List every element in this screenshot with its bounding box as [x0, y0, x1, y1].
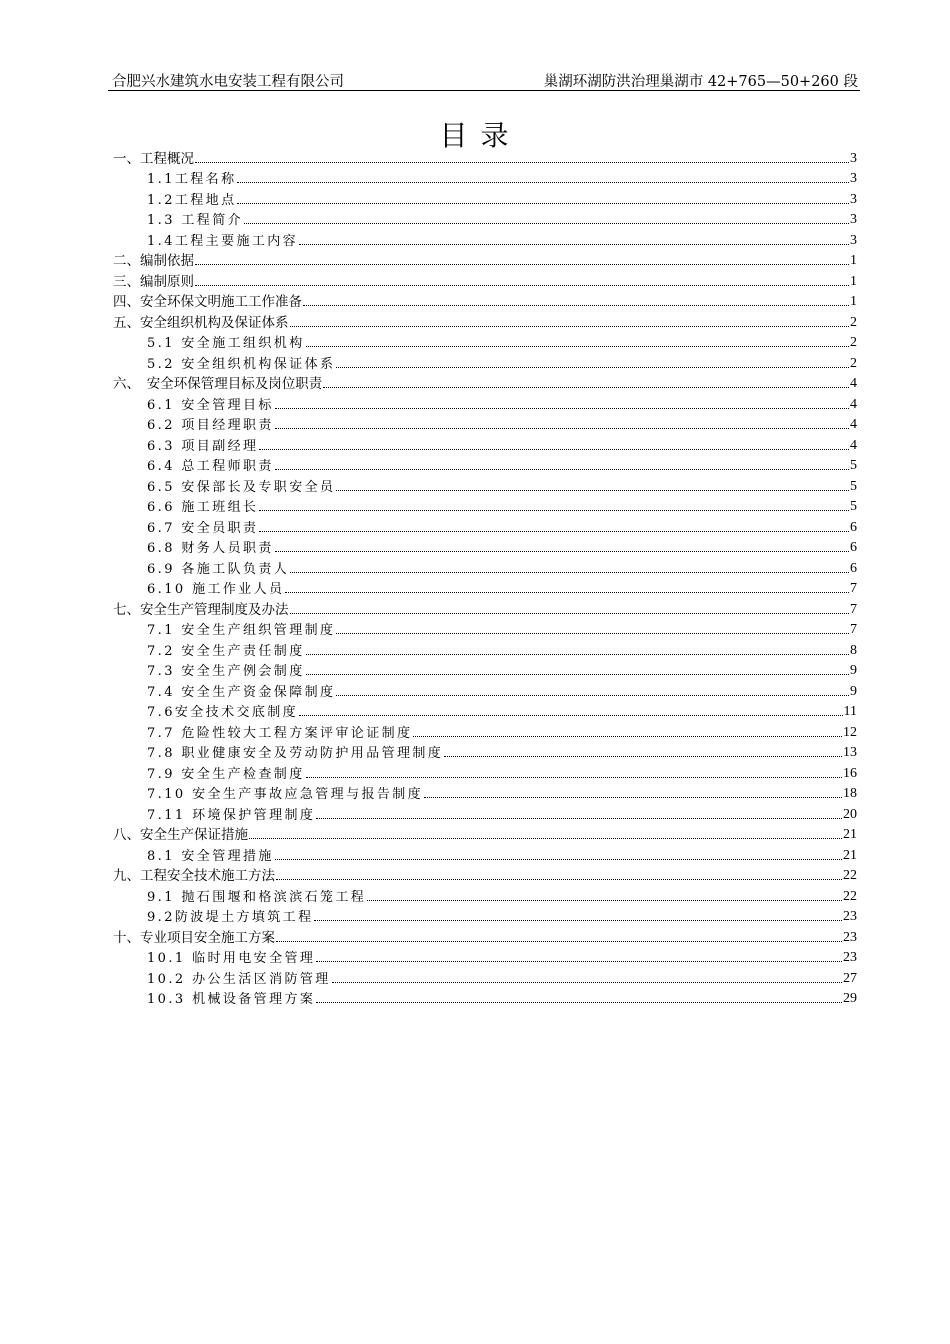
toc-leader-dots	[259, 449, 849, 450]
toc-entry-page: 9	[850, 683, 857, 699]
toc-leader-dots	[285, 592, 849, 593]
toc-entry-label: 十、专业项目安全施工方案	[113, 929, 275, 946]
toc-entry-page: 12	[843, 724, 857, 740]
toc-entry-page: 4	[850, 437, 857, 453]
header-company: 合肥兴水建筑水电安装工程有限公司	[112, 74, 344, 90]
toc-leader-dots	[336, 633, 849, 634]
toc-subsection-entry[interactable]	[113, 331, 857, 352]
toc-section-entry[interactable]	[113, 864, 857, 885]
table-of-contents	[113, 146, 857, 1007]
toc-subsection-entry[interactable]	[113, 884, 857, 905]
toc-entry-label: 6.8 财务人员职责	[147, 541, 274, 556]
toc-entry-label: 1.2工程地点	[147, 192, 237, 208]
toc-entry-page: 22	[843, 888, 857, 904]
toc-entry-page: 4	[850, 417, 857, 432]
toc-subsection-entry[interactable]	[113, 761, 857, 782]
toc-entry-label: 6.5 安保部长及专职安全员	[147, 479, 336, 495]
toc-entry-label: 5.2 安全组织机构保证体系	[147, 356, 336, 372]
toc-subsection-entry[interactable]	[113, 618, 857, 639]
toc-entry-page: 23	[843, 929, 857, 945]
toc-leader-dots	[314, 920, 842, 921]
toc-subsection-entry[interactable]	[113, 351, 857, 372]
toc-entry-page: 3	[850, 232, 857, 248]
toc-leader-dots	[195, 162, 849, 163]
toc-leader-dots	[237, 182, 849, 183]
toc-entry-page: 1	[850, 294, 857, 309]
toc-entry-page: 5	[850, 478, 857, 494]
toc-entry-label: 6.6 施工班组长	[147, 500, 259, 515]
toc-entry-page: 23	[843, 950, 857, 965]
toc-entry-page: 7	[850, 581, 857, 596]
toc-entry-label: 三、编制原则	[113, 273, 194, 290]
toc-subsection-entry[interactable]	[113, 782, 857, 803]
toc-leader-dots	[275, 859, 842, 860]
toc-leader-dots	[303, 305, 849, 306]
toc-leader-dots	[444, 756, 842, 757]
toc-subsection-entry[interactable]	[113, 802, 857, 823]
toc-entry-label: 7.1 安全生产组织管理制度	[147, 623, 336, 638]
toc-leader-dots	[275, 428, 849, 429]
toc-entry-page: 13	[843, 745, 857, 760]
toc-subsection-entry[interactable]	[113, 741, 857, 762]
toc-leader-dots	[316, 961, 842, 962]
toc-section-entry[interactable]	[113, 146, 857, 167]
toc-entry-label: 6.2 项目经理职责	[147, 418, 274, 433]
toc-leader-dots	[336, 367, 849, 368]
toc-entry-label: 8.1 安全管理措施	[147, 848, 274, 864]
toc-entry-page: 8	[850, 642, 857, 658]
toc-section-entry[interactable]	[113, 823, 857, 844]
toc-entry-page: 6	[850, 519, 857, 535]
toc-leader-dots	[413, 736, 842, 737]
toc-entry-page: 27	[843, 970, 857, 986]
toc-entry-page: 2	[850, 314, 857, 330]
toc-subsection-entry[interactable]	[113, 659, 857, 680]
toc-entry-label: 7.3 安全生产例会制度	[147, 664, 305, 679]
toc-entry-label: 6.4 总工程师职责	[147, 459, 274, 474]
toc-subsection-entry[interactable]	[113, 392, 857, 413]
toc-leader-dots	[290, 326, 850, 327]
toc-entry-page: 11	[843, 704, 857, 719]
toc-leader-dots	[195, 264, 849, 265]
toc-entry-label: 10.2 办公生活区消防管理	[147, 971, 331, 987]
toc-entry-page: 4	[850, 376, 857, 391]
toc-entry-label: 1.1工程名称	[147, 172, 237, 187]
toc-entry-label: 6.1 安全管理目标	[147, 397, 274, 413]
toc-subsection-entry[interactable]	[113, 966, 857, 987]
toc-leader-dots	[367, 900, 842, 901]
toc-section-entry[interactable]	[113, 269, 857, 290]
toc-entry-label: 1.4工程主要施工内容	[147, 233, 299, 249]
toc-leader-dots	[299, 244, 849, 245]
toc-leader-dots	[275, 551, 849, 552]
toc-entry-label: 7.9 安全生产检查制度	[147, 766, 305, 782]
toc-entry-page: 16	[843, 765, 857, 781]
toc-entry-label: 7.10 安全生产事故应急管理与报告制度	[147, 787, 424, 802]
toc-leader-dots	[332, 982, 842, 983]
toc-entry-page: 4	[850, 396, 857, 412]
toc-subsection-entry[interactable]	[113, 700, 857, 721]
toc-leader-dots	[306, 674, 849, 675]
toc-entry-label: 5.1 安全施工组织机构	[147, 336, 305, 351]
toc-subsection-entry[interactable]	[113, 515, 857, 536]
toc-leader-dots	[276, 879, 842, 880]
toc-leader-dots	[249, 838, 842, 839]
toc-subsection-entry[interactable]	[113, 905, 857, 926]
toc-subsection-entry[interactable]	[113, 228, 857, 249]
toc-subsection-entry[interactable]	[113, 208, 857, 229]
toc-entry-label: 9.1 抛石围堰和格滨滨石笼工程	[147, 889, 367, 905]
toc-subsection-entry[interactable]	[113, 454, 857, 475]
toc-entry-page: 9	[850, 663, 857, 678]
toc-entry-page: 6	[850, 540, 857, 555]
toc-subsection-entry[interactable]	[113, 638, 857, 659]
toc-entry-label: 七、安全生产管理制度及办法	[113, 601, 289, 618]
page-header	[108, 68, 860, 91]
toc-subsection-entry[interactable]	[113, 474, 857, 495]
toc-leader-dots	[276, 941, 842, 942]
toc-entry-page: 21	[843, 847, 857, 863]
toc-section-entry[interactable]	[113, 597, 857, 618]
toc-entry-label: 6.9 各施工队负责人	[147, 561, 290, 577]
toc-entry-page: 6	[850, 560, 857, 576]
toc-entry-label: 7.7 危险性较大工程方案评审论证制度	[147, 725, 413, 741]
toc-leader-dots	[316, 1002, 842, 1003]
toc-entry-page: 3	[850, 191, 857, 207]
toc-section-entry[interactable]	[113, 925, 857, 946]
toc-entry-label: 八、安全生产保证措施	[113, 827, 248, 843]
toc-entry-page: 5	[850, 499, 857, 514]
toc-leader-dots	[323, 387, 849, 388]
toc-subsection-entry[interactable]	[113, 167, 857, 188]
toc-subsection-entry[interactable]	[113, 843, 857, 864]
toc-entry-label: 10.3 机械设备管理方案	[147, 992, 316, 1007]
toc-entry-label: 五、安全组织机构及保证体系	[113, 314, 289, 331]
toc-subsection-entry[interactable]	[113, 187, 857, 208]
toc-leader-dots	[275, 469, 849, 470]
toc-entry-label: 九、工程安全技术施工方法	[113, 868, 275, 884]
toc-entry-label: 7.4 安全生产资金保障制度	[147, 684, 336, 700]
toc-subsection-entry[interactable]	[113, 679, 857, 700]
toc-entry-label: 7.11 环境保护管理制度	[147, 807, 316, 823]
toc-subsection-entry[interactable]	[113, 433, 857, 454]
toc-leader-dots	[336, 695, 849, 696]
toc-entry-label: 7.2 安全生产责任制度	[147, 643, 305, 659]
toc-entry-label: 10.1 临时用电安全管理	[147, 951, 316, 966]
toc-leader-dots	[306, 654, 849, 655]
toc-entry-page: 2	[850, 355, 857, 371]
toc-section-entry[interactable]	[113, 310, 857, 331]
toc-entry-label: 7.8 职业健康安全及劳动防护用品管理制度	[147, 746, 444, 761]
toc-entry-page: 5	[850, 458, 857, 473]
toc-leader-dots	[299, 715, 842, 716]
toc-section-entry[interactable]	[113, 249, 857, 270]
toc-section-entry[interactable]	[113, 290, 857, 311]
toc-entry-page: 21	[843, 827, 857, 842]
toc-leader-dots	[244, 223, 849, 224]
toc-leader-dots	[259, 510, 849, 511]
toc-entry-label: 7.6安全技术交底制度	[147, 705, 299, 720]
toc-subsection-entry[interactable]	[113, 720, 857, 741]
toc-leader-dots	[316, 818, 842, 819]
toc-section-entry[interactable]	[113, 372, 857, 393]
header-project: 巢湖环湖防洪治理巢湖市 42+765—50+260 段	[543, 74, 858, 90]
toc-leader-dots	[275, 408, 849, 409]
toc-leader-dots	[424, 797, 842, 798]
toc-title: 目 录	[439, 119, 511, 152]
toc-subsection-entry[interactable]	[113, 413, 857, 434]
toc-entry-page: 1	[850, 253, 857, 268]
toc-entry-page: 29	[843, 991, 857, 1006]
toc-leader-dots	[195, 285, 849, 286]
toc-entry-label: 9.2防波堤土方填筑工程	[147, 910, 314, 925]
toc-entry-label: 6.7 安全员职责	[147, 520, 259, 536]
toc-leader-dots	[290, 613, 850, 614]
toc-leader-dots	[306, 777, 842, 778]
toc-entry-page: 23	[843, 909, 857, 924]
toc-entry-page: 7	[850, 622, 857, 637]
toc-entry-page: 3	[850, 212, 857, 227]
toc-subsection-entry[interactable]	[113, 495, 857, 516]
toc-subsection-entry[interactable]	[113, 946, 857, 967]
toc-entry-label: 6.3 项目副经理	[147, 438, 259, 454]
toc-entry-label: 一、工程概况	[113, 150, 194, 167]
toc-leader-dots	[306, 346, 849, 347]
toc-leader-dots	[290, 572, 849, 573]
toc-leader-dots	[336, 490, 849, 491]
toc-leader-dots	[259, 531, 849, 532]
toc-leader-dots	[237, 203, 849, 204]
toc-subsection-entry[interactable]	[113, 987, 857, 1008]
toc-entry-label: 四、安全环保文明施工工作准备	[113, 294, 302, 310]
toc-entry-label: 六、 安全环保管理目标及岗位职责	[113, 376, 323, 392]
toc-entry-page: 18	[843, 786, 857, 801]
toc-entry-page: 3	[850, 171, 857, 186]
toc-subsection-entry[interactable]	[113, 577, 857, 598]
toc-entry-page: 3	[850, 150, 857, 166]
toc-entry-label: 1.3 工程简介	[147, 213, 244, 228]
toc-entry-page: 2	[850, 335, 857, 350]
toc-entry-page: 22	[843, 868, 857, 883]
toc-entry-label: 6.10 施工作业人员	[147, 582, 285, 597]
toc-entry-page: 1	[850, 273, 857, 289]
toc-subsection-entry[interactable]	[113, 556, 857, 577]
toc-entry-page: 20	[843, 806, 857, 822]
toc-entry-page: 7	[850, 601, 857, 617]
toc-subsection-entry[interactable]	[113, 536, 857, 557]
toc-entry-label: 二、编制依据	[113, 253, 194, 269]
